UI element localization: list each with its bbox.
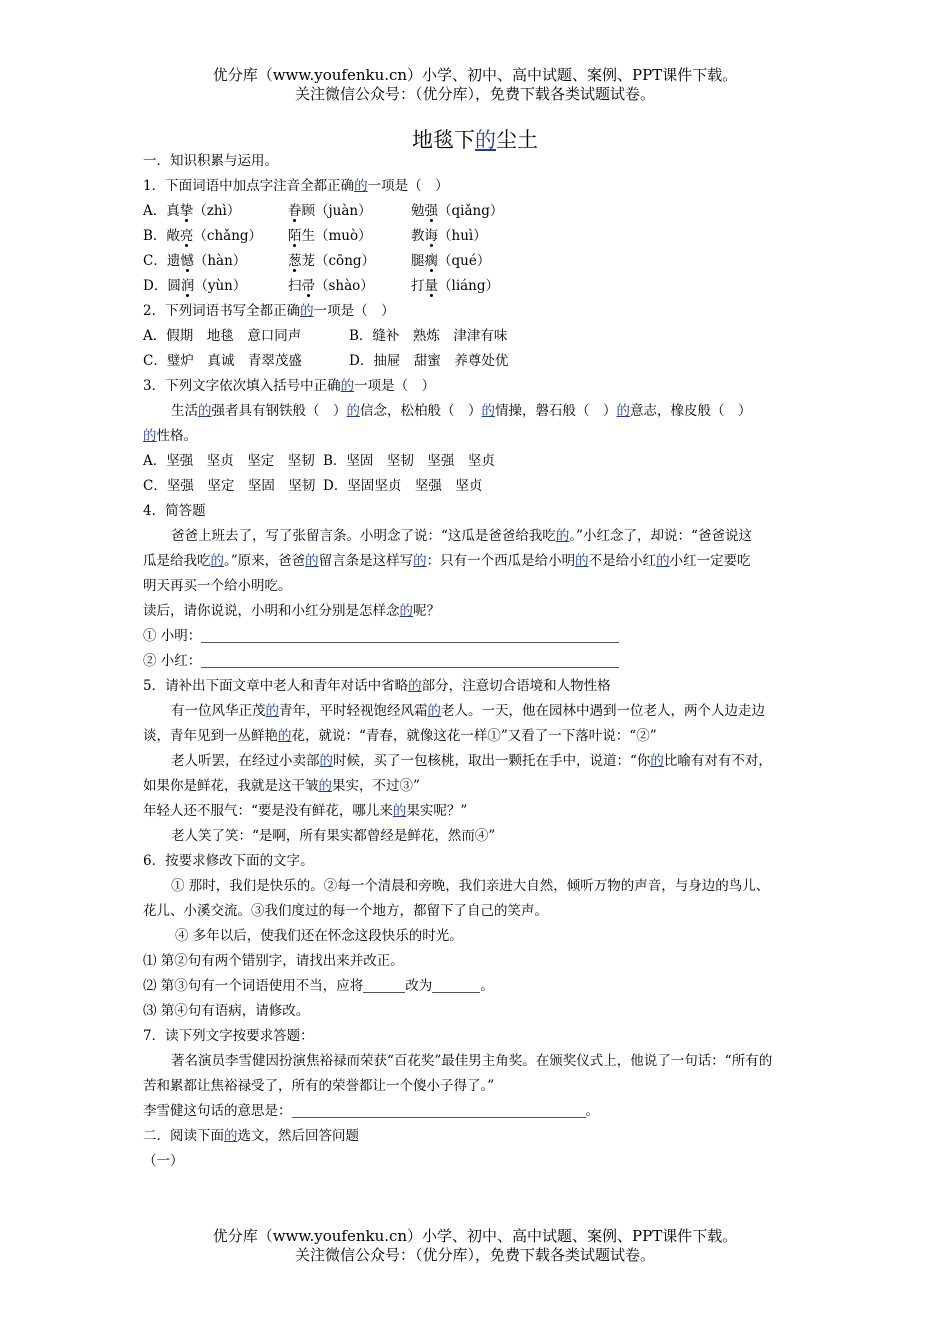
- footer-line-1: 优分库（www.youfenku.cn）小学、初中、高中试题、案例、PPT课件下载。: [212, 1227, 738, 1245]
- question-1: 1．下面词语中加点字注音全都正确的一项是（ ）: [143, 178, 449, 194]
- question-prompt: 读后，请你说说，小明和小红分别是怎样念的呢？: [143, 603, 440, 619]
- question-7: 7．读下列文字按要求答题：: [143, 1028, 314, 1044]
- paragraph: 如果你是鲜花，我就是这干皱的果实，不过③”: [143, 778, 420, 794]
- paragraph: ① 那时，我们是快乐的。②每一个清晨和旁晚，我们亲进大自然，倾听万物的声音，与身边的鸟儿、: [171, 878, 770, 894]
- paragraph: 老人听罢，在经过小卖部的时候，买了一包核桃，取出一颗托在手中，说道：“你的比喻有对有不对，: [171, 753, 772, 769]
- section-heading: 二．阅读下面的选文，然后回答问题: [143, 1128, 359, 1144]
- paragraph: ④ 多年以后，使我们还在怀念这段快乐的时光。: [175, 928, 463, 944]
- paragraph: 爸爸上班去了，写了张留言条。小明念了说：“这瓜是爸爸给我吃的。”小红念了，却说：“爸爸说这: [171, 528, 752, 544]
- sub-question: ⑵ 第③句有一个词语使用不当，应将 改为 。: [143, 978, 494, 994]
- question-4: 4．简答题: [143, 503, 206, 519]
- sub-heading: （一）: [143, 1153, 184, 1169]
- question-6: 6．按要求修改下面的文字。: [143, 853, 314, 869]
- paragraph: 生活的强者具有钢铁般（ ）的信念，松柏般（ ）的情操，磐石般（ ）的意志，橡皮般（ ）: [171, 403, 752, 419]
- option-row: C．遗憾（hàn） 葱茏（cōng） 腿瘸（qué）: [143, 253, 491, 269]
- answer-line-xiaoming: ① 小明：: [143, 624, 808, 649]
- question-3: 3．下列文字依次填入括号中正确的一项是（ ）: [143, 378, 436, 394]
- sub-question: ⑴ 第②句有两个错别字，请找出来并改正。: [143, 953, 404, 969]
- answer-blank[interactable]: [292, 1103, 586, 1118]
- paragraph: 著名演员李雪健因扮演焦裕禄而荣获“百花奖”最佳男主角奖。在颁奖仪式上，他说了一句话：“所有的: [171, 1053, 773, 1069]
- question-2: 2．下列词语书写全都正确的一项是（ ）: [143, 303, 395, 319]
- paragraph: 有一位风华正茂的青年，平时轻视饱经风霜的老人。一天，他在园林中遇到一位老人，两个人边走边: [171, 703, 765, 719]
- option-row: A．假期 地毯 意口同声 B．缝补 熟炼 津津有味: [143, 328, 508, 344]
- header-line-2: 关注微信公众号：（优分库），免费下载各类试题试卷。: [294, 85, 655, 103]
- option-row: A．坚强 坚贞 坚定 坚韧 B．坚固 坚韧 坚强 坚贞: [143, 453, 495, 469]
- option-row: C．坚强 坚定 坚固 坚韧 D．坚固坚贞 坚强 坚贞: [143, 478, 483, 494]
- page-footer: [0, 1227, 950, 1265]
- paragraph: 老人笑了笑：“是啊，所有果实都曾经是鲜花，然而④”: [171, 828, 496, 844]
- footer-line-2: 关注微信公众号：（优分库），免费下载各类试题试卷。: [294, 1246, 655, 1264]
- paragraph: 瓜是给我吃的。”原来，爸爸的留言条是这样写的：只有一个西瓜是给小明的不是给小红的小红一定要吃: [143, 553, 751, 569]
- paragraph: 年轻人还不服气：“要是没有鲜花，哪儿来的果实呢？”: [143, 803, 468, 819]
- answer-line: 李雪健这句话的意思是： 。: [143, 1103, 599, 1119]
- paragraph: 明天再买一个给小明吃。: [143, 578, 292, 594]
- option-row: D．圆润（yùn） 扫帚（shào） 打量（liáng）: [143, 278, 500, 294]
- answer-blank[interactable]: [432, 978, 480, 993]
- option-row: A．真挚（zhì） 眷顾（juàn） 勉强（qiǎng）: [143, 203, 504, 219]
- answer-line-xiaohong: ② 小红：: [143, 649, 808, 674]
- sub-question: ⑶ 第④句有语病，请修改。: [143, 1003, 310, 1019]
- section-heading: 一．知识积累与运用。: [143, 153, 278, 169]
- answer-blank[interactable]: [201, 653, 619, 668]
- answer-blank[interactable]: [363, 978, 405, 993]
- page-header: [0, 66, 950, 104]
- paragraph: 苦和累都让焦裕禄受了，所有的荣誉都让一个傻小子得了。”: [143, 1078, 495, 1094]
- option-row: C．璧炉 真诚 青翠茂盛 D．抽屉 甜蜜 养尊处优: [143, 353, 509, 369]
- option-row: B．敞亮（chǎng） 陌生（muò） 教诲（huì）: [143, 228, 487, 244]
- hyperlink-de[interactable]: 的: [475, 128, 496, 152]
- paragraph: 谈，青年见到一丛鲜艳的花，就说：“青春，就像这花一样①”又看了一下落叶说：“②”: [143, 728, 657, 744]
- paragraph: 的性格。: [143, 428, 197, 444]
- document-body: [143, 149, 808, 1174]
- paragraph: 花儿、小溪交流。③我们度过的每一个地方，都留下了自己的笑声。: [143, 903, 548, 919]
- question-5: 5．请补出下面文章中老人和青年对话中省略的部分，注意切合语境和人物性格: [143, 678, 611, 694]
- answer-blank[interactable]: [201, 628, 619, 643]
- document-title: 地毯下的尘土: [412, 128, 538, 152]
- header-line-1: 优分库（www.youfenku.cn）小学、初中、高中试题、案例、PPT课件下载。: [212, 66, 738, 84]
